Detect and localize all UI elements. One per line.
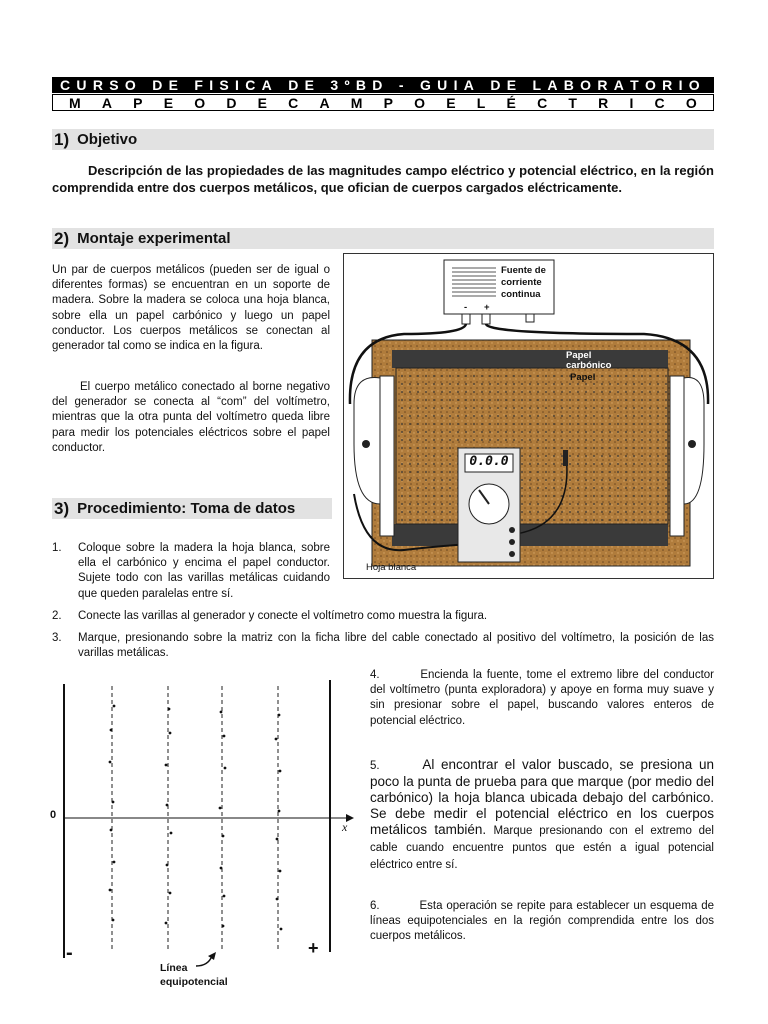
title-letter: E	[304, 77, 320, 93]
equipotential-drawing	[50, 680, 360, 980]
marked-point	[279, 870, 282, 873]
title-letter: D	[372, 77, 389, 93]
marked-point	[279, 770, 282, 773]
meter-reading: 0.0.0	[469, 454, 509, 469]
title-letter: P	[383, 95, 393, 111]
terminal-negative	[462, 314, 470, 324]
title-letter: I	[235, 77, 245, 93]
marked-point	[222, 925, 225, 928]
x-axis-label: x	[342, 820, 348, 834]
marked-point	[109, 761, 112, 764]
probe-tip	[563, 450, 568, 466]
title-letter: R	[662, 77, 679, 93]
marked-point	[168, 708, 171, 711]
marked-point	[223, 895, 226, 898]
title-letter: U	[76, 77, 93, 93]
title-letter: º	[344, 77, 356, 93]
title-letter: G	[419, 77, 437, 93]
title-letter: A	[319, 95, 330, 111]
title-letter: A	[547, 77, 564, 93]
title-letter: D	[226, 95, 237, 111]
marked-point	[223, 735, 226, 738]
minus-label: -	[66, 942, 73, 964]
title-letter: O	[194, 95, 206, 111]
title-letter: M	[69, 95, 81, 111]
title-letter	[278, 77, 288, 93]
title-letter	[522, 77, 532, 93]
marked-point	[169, 732, 172, 735]
marked-point	[166, 864, 169, 867]
practice-title-bar	[52, 94, 714, 111]
marked-point	[220, 867, 223, 870]
marked-point	[112, 919, 115, 922]
title-letter	[142, 77, 152, 93]
marked-point	[278, 714, 281, 717]
step-text: Al encontrar el valor buscado, se presiona un poco la punta de prueba para que marque (por medio del carbónico) la hoja blanca ubicada debajo del carbónico. Se debe medir el potencial eléctrico en los cuerpos metálicos también.	[370, 757, 714, 837]
step-number: 6.	[370, 900, 380, 912]
title-letter: C	[245, 77, 262, 93]
step-text-small: Marque presionando con el extremo del cable cuando encuentre puntos que estén a igual potencial eléctrico entre sí.	[370, 825, 714, 871]
metal-bar-right	[670, 376, 684, 536]
title-letter	[320, 77, 330, 93]
equipotential-figure	[50, 680, 360, 988]
setup-paragraph-1: Un par de cuerpos metálicos (pueden ser de igual o diferentes formas) se encuentran en un soporte de madera. Sobre la madera se coloca una hoja blanca, sobre ella un papel carbónico y luego un papel conductor. Los cuerpos metálicos se conectan al generador tal como se indica en la figura.	[52, 264, 330, 353]
step-text: Coloque sobre la madera la hoja blanca, sobre ella el carbónico y encima el papel conductor. Sujete todo con las varillas metálicas cuidando que queden paralelas entre sí.	[78, 542, 330, 600]
paper-label: Papel	[570, 372, 596, 383]
title-letter: C	[537, 95, 548, 111]
title-letter: 3	[330, 77, 345, 93]
marked-point	[112, 801, 115, 804]
marked-point	[219, 807, 222, 810]
power-supply-label: Fuente de corriente continua	[501, 265, 546, 300]
white-sheet-label: Hoja blanca	[366, 562, 417, 573]
step-number: 4.	[370, 669, 380, 681]
marked-point	[276, 898, 279, 901]
title-letter: L	[476, 95, 486, 111]
step-number: 3.	[52, 632, 62, 644]
title-letter: C	[288, 95, 299, 111]
list-item	[52, 631, 714, 661]
title-letter: S	[219, 77, 235, 93]
title-letter: O	[645, 77, 662, 93]
title-letter: L	[532, 77, 548, 93]
title-letter: E	[446, 95, 456, 111]
title-letter: I	[678, 77, 689, 93]
title-letter: O	[685, 95, 697, 111]
section-title: Montaje experimental	[77, 230, 231, 247]
marked-point	[166, 804, 169, 807]
marked-point	[109, 889, 112, 892]
marked-point	[278, 810, 281, 813]
section-procedure-header	[52, 498, 332, 519]
carbon-paper-label: Papel carbónico	[566, 350, 612, 371]
title-letter: A	[463, 77, 480, 93]
course-title	[52, 77, 714, 93]
setup-figure-drawing	[344, 254, 713, 578]
marked-point	[165, 922, 168, 925]
step-text: Conecte las varillas al generador y conecte el voltímetro como muestra la figura.	[78, 610, 488, 622]
metal-bar-left	[380, 376, 394, 536]
title-letter: E	[257, 95, 267, 111]
list-item	[370, 757, 714, 873]
marked-point	[113, 861, 116, 864]
equipotential-line-label: Línea equipotencial	[160, 962, 228, 988]
step-number: 5.	[370, 760, 380, 772]
title-letter: U	[437, 77, 454, 93]
title-letter	[480, 77, 490, 93]
marked-point	[280, 928, 283, 931]
title-letter: P	[133, 95, 143, 111]
title-letter: B	[355, 77, 372, 93]
section-number: 3)	[54, 499, 70, 518]
step-text: Marque, presionando sobre la matriz con la ficha libre del cable conectado al positivo del voltímetro, la posición de las varillas metálicas.	[78, 632, 714, 660]
conductive-paper	[396, 368, 668, 524]
title-letter: O	[124, 77, 142, 93]
step-text: Esta operación se repite para establecer un esquema de líneas equipotenciales en la región comprendida entre los dos cuerpos metálicos.	[370, 900, 714, 943]
list-item	[370, 899, 714, 945]
origin-label: 0	[50, 809, 57, 821]
section-objective-header	[52, 129, 714, 150]
title-letter: R	[598, 95, 609, 111]
title-letter: D	[490, 77, 507, 93]
list-item	[52, 541, 330, 602]
objective-text: Descripción de las propiedades de las magnitudes campo eléctrico y potencial eléctrico, en la región comprendida entre dos cuerpos metálicos, que ofician de cuerpos cargados eléctricamente.	[52, 163, 714, 195]
title-letter: R	[597, 77, 614, 93]
title-letter: A	[261, 77, 278, 93]
title-letter: R	[92, 77, 109, 93]
title-letter: D	[288, 77, 305, 93]
title-letter: O	[414, 95, 426, 111]
marked-point	[275, 738, 278, 741]
title-letter	[410, 77, 420, 93]
title-letter: B	[563, 77, 580, 93]
course-title-bar	[52, 77, 714, 93]
marked-point	[110, 729, 113, 732]
setup-paragraph-2: El cuerpo metálico conectado al borne negativo del generador se conecta al “com” del voltímetro, mientras que la otra punta del voltímetro queda libre para medir los potenciales eléctricos sobre el papel conductor.	[52, 381, 330, 454]
title-letter: O	[580, 77, 598, 93]
marked-point	[165, 764, 168, 767]
marked-point	[276, 838, 279, 841]
carbon-strip-bottom	[392, 524, 668, 546]
title-letter: T	[568, 95, 577, 111]
terminal-plus-label: +	[484, 302, 490, 313]
title-letter: E	[168, 77, 184, 93]
title-letter: C	[60, 77, 77, 93]
list-item	[370, 668, 714, 729]
title-letter	[389, 77, 399, 93]
title-letter: F	[194, 77, 209, 93]
title-letter: I	[629, 95, 634, 111]
terminal-minus-label: -	[464, 302, 468, 313]
title-letter: É	[506, 95, 516, 111]
terminal-ground	[526, 314, 534, 322]
section-title: Objetivo	[77, 131, 138, 148]
title-letter: I	[209, 77, 220, 93]
marked-point	[169, 892, 172, 895]
section-setup-header	[52, 228, 714, 249]
marked-point	[170, 832, 173, 835]
title-letter: -	[398, 77, 410, 93]
practice-title	[53, 95, 713, 111]
section-title: Procedimiento: Toma de datos	[77, 500, 296, 517]
marked-point	[222, 835, 225, 838]
step-number: 2.	[52, 610, 62, 622]
title-letter	[184, 77, 194, 93]
title-letter: E	[163, 95, 174, 111]
plus-label: +	[308, 938, 319, 958]
title-letter: D	[152, 77, 169, 93]
marked-point	[113, 705, 116, 708]
marked-point	[224, 767, 227, 770]
carbon-strip-top	[392, 350, 668, 371]
title-letter: A	[101, 95, 112, 111]
setup-figure	[343, 253, 714, 579]
terminal-positive	[482, 314, 490, 324]
title-letter: T	[630, 77, 645, 93]
step-text: Encienda la fuente, tome el extremo libre del conductor del voltímetro (punta exploradora) y apoye en forma muy suave y sin presionar sobre el papel, buscando valores enteros de potencial eléctrico.	[370, 669, 714, 727]
title-letter: I	[453, 77, 464, 93]
marked-point	[220, 711, 223, 714]
title-letter: C	[654, 95, 665, 111]
marked-point	[110, 829, 113, 832]
section-number: 2)	[54, 229, 70, 248]
title-letter: S	[109, 77, 125, 93]
title-letter: E	[506, 77, 523, 93]
step-number: 1.	[52, 542, 62, 554]
title-letter: O	[688, 77, 706, 93]
title-letter: A	[613, 77, 630, 93]
list-item	[52, 609, 714, 624]
title-letter: M	[350, 95, 363, 111]
section-number: 1)	[54, 130, 70, 149]
